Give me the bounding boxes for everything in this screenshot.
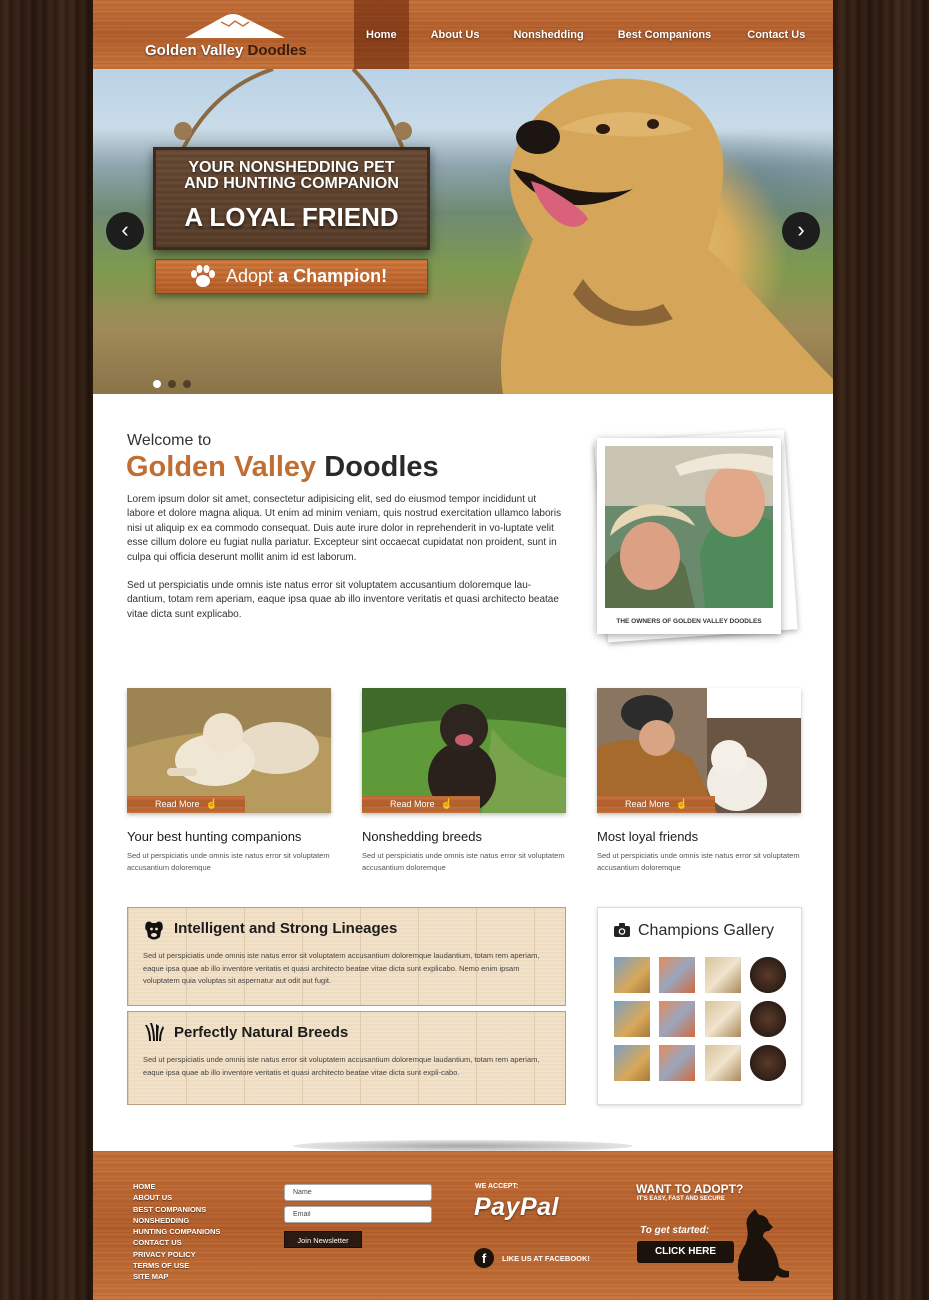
feature-title: Most loyal friends bbox=[597, 829, 699, 844]
welcome-paragraph: Lorem ipsum dolor sit amet, consectetur adipisicing elit, sed do eiusmod tempor incididunt ut labore et dolore magna aliqua. Ut enim ad minim veniam, quis nostrud exercitation ullamco laboris nisi ut aliquip ex ea commodo consequat. Duis aute irure dolor in reprehenderit in vo-luptate velit esse cillum dolore eu fugiat nulla pariatur. Excepteur sint occaecat cupidatat non proident, sunt in culpa qui officia deserunt mollit anim id est laborum. bbox=[127, 494, 562, 563]
adopt-subheading: IT'S EASY, FAST AND SECURE bbox=[637, 1196, 725, 1202]
hero-tagline: YOUR NONSHEDDING PET AND HUNTING COMPANION bbox=[184, 159, 399, 192]
nav-contact-us[interactable]: Contact Us bbox=[747, 29, 806, 41]
click-here-button[interactable]: CLICK HERE bbox=[637, 1241, 734, 1263]
feature-card bbox=[362, 688, 566, 874]
footer-link-privacy-policy[interactable]: PRIVACY POLICY bbox=[133, 1249, 196, 1259]
rope-icon bbox=[153, 69, 443, 159]
mountain-logo-icon bbox=[185, 12, 285, 38]
feature-image[interactable] bbox=[127, 688, 331, 813]
chevron-right-icon[interactable]: › bbox=[782, 212, 820, 250]
hand-pointer-icon: ☝ bbox=[205, 799, 218, 810]
footer-link-best-companions[interactable]: BEST COMPANIONS bbox=[133, 1204, 207, 1214]
site-logo[interactable] bbox=[145, 12, 315, 62]
read-more-button[interactable]: Read More ☝ bbox=[127, 796, 245, 813]
hero-headline: A LOYAL FRIEND bbox=[184, 202, 399, 232]
hand-pointer-icon: ☝ bbox=[675, 799, 688, 810]
feature-image[interactable] bbox=[597, 688, 801, 813]
welcome-subtitle: Welcome to bbox=[127, 432, 212, 449]
facebook-icon[interactable]: f bbox=[474, 1248, 494, 1268]
gallery-thumbnail[interactable] bbox=[614, 1045, 650, 1081]
feature-card bbox=[597, 688, 801, 874]
feature-text: Sed ut perspiciatis unde omnis iste natus error sit voluptatem accusantium doloremque bbox=[597, 851, 800, 872]
gallery-thumbnail[interactable] bbox=[659, 1045, 695, 1081]
slider-dot[interactable] bbox=[168, 380, 176, 388]
paw-icon bbox=[190, 265, 216, 289]
lineages-box bbox=[127, 907, 566, 1006]
grass-icon bbox=[144, 1023, 164, 1041]
chevron-left-icon[interactable]: ‹ bbox=[106, 212, 144, 250]
hero-slider bbox=[93, 69, 833, 394]
nav-home[interactable]: Home bbox=[354, 0, 409, 69]
footer-link-terms-of-use[interactable]: TERMS OF USE bbox=[133, 1261, 190, 1271]
gallery-thumbnail[interactable] bbox=[705, 1045, 741, 1081]
gallery-thumbnail[interactable] bbox=[659, 1001, 695, 1037]
gallery-thumbnail[interactable] bbox=[705, 957, 741, 993]
hand-pointer-icon: ☝ bbox=[440, 799, 453, 810]
welcome-paragraph: Sed ut perspiciatis unde omnis iste natus error sit voluptatem accusantium doloremque lau-dantium, totam rem aperiam, eaque ipsa quae ab illo inventore veritatis et quasi architecto beatae vitae dicta sunt explicabo. bbox=[127, 580, 559, 620]
get-started-label: To get started: bbox=[640, 1225, 710, 1236]
box-text: Sed ut perspiciatis unde omnis iste natus error sit voluptatem accusantium doloremque laudantium, totam rem aperiam, eaque ipsa quae ab illo inventore veritatis et quasi architecto beatae vitae dicta sunt expli-cabo. bbox=[143, 1055, 540, 1077]
gallery-thumbnail[interactable] bbox=[659, 957, 695, 993]
box-title: Intelligent and Strong Lineages bbox=[174, 920, 398, 937]
footer-link-about-us[interactable]: ABOUT US bbox=[133, 1193, 173, 1203]
feature-text: Sed ut perspiciatis unde omnis iste natus error sit voluptatem accusantium doloremque bbox=[362, 851, 565, 872]
slider-dot[interactable] bbox=[153, 380, 161, 388]
gallery-title: Champions Gallery bbox=[638, 922, 775, 939]
feature-text: Sed ut perspiciatis unde omnis iste natus error sit voluptatem accusantium doloremque bbox=[127, 851, 330, 872]
box-text: Sed ut perspiciatis unde omnis iste natus error sit voluptatem accusantium doloremque laudantium, totam rem aperiam, eaque ipsa quae ab illo inventore veritatis et quasi architecto beatae vitae dicta sunt explicabo. Nemo enim ipsam voluptatem quia voluptas sit aspernatur aut odit aut fugit. bbox=[143, 951, 540, 985]
golden-retriever-image bbox=[463, 69, 833, 394]
gallery-thumbnail[interactable] bbox=[705, 1001, 741, 1037]
adopt-heading: WANT TO ADOPT? bbox=[636, 1182, 744, 1196]
adopt-champion-button[interactable]: Adopt a Champion! bbox=[155, 259, 428, 294]
box-title: Perfectly Natural Breeds bbox=[174, 1024, 349, 1041]
feature-image[interactable] bbox=[362, 688, 566, 813]
footer-links bbox=[133, 1181, 220, 1283]
footer-link-contact-us[interactable]: CONTACT US bbox=[133, 1238, 182, 1248]
facebook-link[interactable]: LIKE US AT FACEBOOK! bbox=[502, 1254, 590, 1263]
footer-link-hunting-companions[interactable]: HUNTING COMPANIONS bbox=[133, 1227, 221, 1237]
nav-about-us[interactable]: About Us bbox=[430, 29, 480, 41]
left-wood-border bbox=[0, 0, 93, 1300]
gallery-thumbnail[interactable] bbox=[750, 1001, 786, 1037]
slider-dot[interactable] bbox=[183, 380, 191, 388]
gallery-thumbnail[interactable] bbox=[750, 1045, 786, 1081]
nav-best-companions[interactable]: Best Companions bbox=[617, 29, 712, 41]
natural-breeds-box bbox=[127, 1011, 566, 1105]
footer-link-home[interactable]: HOME bbox=[133, 1182, 156, 1191]
feature-title: Your best hunting companions bbox=[127, 829, 302, 844]
page-container bbox=[93, 0, 833, 1300]
site-header bbox=[93, 0, 833, 69]
slider-dots bbox=[153, 380, 191, 388]
feature-card bbox=[127, 688, 331, 874]
sitting-dog-icon bbox=[733, 1209, 789, 1281]
gallery-thumbnail[interactable] bbox=[614, 1001, 650, 1037]
nav-nonshedding[interactable]: Nonshedding bbox=[513, 29, 584, 41]
join-newsletter-button[interactable]: Join Newsletter bbox=[284, 1231, 362, 1248]
owners-photo bbox=[605, 446, 773, 608]
gallery-thumbnail[interactable] bbox=[614, 957, 650, 993]
camera-icon bbox=[614, 923, 630, 937]
footer-link-site-map[interactable]: SITE MAP bbox=[133, 1272, 169, 1282]
owners-photo-card bbox=[597, 438, 781, 634]
hero-sign bbox=[153, 147, 430, 250]
site-name: Golden Valley Doodles bbox=[145, 42, 307, 59]
gallery-thumbnail[interactable] bbox=[750, 957, 786, 993]
dog-head-icon bbox=[144, 919, 164, 941]
newsletter-name-input[interactable] bbox=[284, 1184, 432, 1201]
main-nav bbox=[354, 0, 816, 69]
footer-link-nonshedding[interactable]: NONSHEDDING bbox=[133, 1215, 190, 1225]
champions-gallery bbox=[597, 907, 802, 1105]
newsletter-email-input[interactable] bbox=[284, 1206, 432, 1223]
read-more-button[interactable]: Read More ☝ bbox=[362, 796, 480, 813]
photo-caption: THE OWNERS OF GOLDEN VALLEY DOODLES bbox=[616, 618, 762, 625]
we-accept-label: WE ACCEPT: bbox=[475, 1183, 519, 1190]
paypal-logo: PayPal bbox=[474, 1193, 560, 1221]
right-wood-border bbox=[836, 0, 929, 1300]
site-footer bbox=[93, 1151, 833, 1300]
feature-title: Nonshedding breeds bbox=[362, 829, 482, 844]
welcome-title: Golden Valley Doodles bbox=[126, 451, 439, 483]
read-more-button[interactable]: Read More ☝ bbox=[597, 796, 715, 813]
